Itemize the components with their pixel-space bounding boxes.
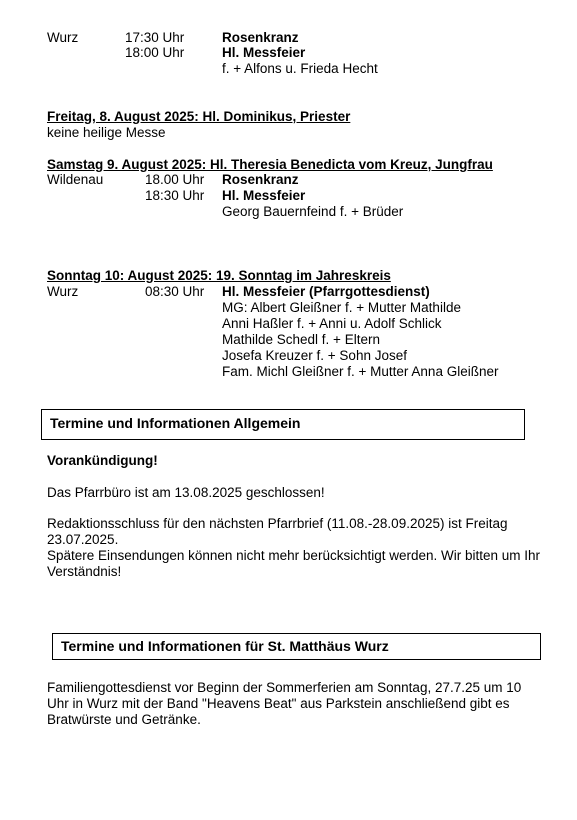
text-friday: keine heilige Messe <box>47 125 166 140</box>
event-messfeier-thursday: Hl. Messfeier <box>222 45 306 60</box>
intention-line-3: Mathilde Schedl f. + Eltern <box>222 332 380 347</box>
time-rosenkranz-saturday: 18.00 Uhr <box>145 172 205 187</box>
section-title-general: Termine und Informationen Allgemein <box>50 415 301 431</box>
time-sunday: 08:30 Uhr <box>145 284 205 299</box>
heading-friday: Freitag, 8. August 2025: Hl. Dominikus, Priester <box>47 109 351 124</box>
heading-sunday: Sonntag 10: August 2025: 19. Sonntag im Jahreskreis <box>47 268 391 283</box>
event-rosenkranz-saturday: Rosenkranz <box>222 172 299 187</box>
announcement-label: Vorankündigung! <box>47 453 158 468</box>
time-messfeier-saturday: 18:30 Uhr <box>145 188 205 203</box>
intention-saturday: Georg Bauernfeind f. + Brüder <box>222 204 404 219</box>
heading-saturday: Samstag 9. August 2025: Hl. Theresia Benedicta vom Kreuz, Jungfrau <box>47 157 493 172</box>
office-closed-text: Das Pfarrbüro ist am 13.08.2025 geschlossen! <box>47 485 325 500</box>
intention-line-1: MG: Albert Gleißner f. + Mutter Mathilde <box>222 300 461 315</box>
section-box-wurz <box>52 633 541 660</box>
place-wurz-sunday: Wurz <box>47 284 79 299</box>
event-messfeier-saturday: Hl. Messfeier <box>222 188 306 203</box>
intention-line-5: Fam. Michl Gleißner f. + Mutter Anna Gleißner <box>222 364 499 379</box>
place-wurz-thursday: Wurz <box>47 30 79 45</box>
intention-thursday: f. + Alfons u. Frieda Hecht <box>222 61 378 76</box>
late-submission-text: Spätere Einsendungen können nicht mehr berücksichtigt werden. Wir bitten um Ihr Verständnis! <box>47 548 541 579</box>
family-service-text: Familiengottesdienst vor Beginn der Sommerferien am Sonntag, 27.7.25 um 10 Uhr in Wurz mit der Band "Heavens Beat" aus Parkstein anschließend gibt es Bratwürste und Getränke. <box>47 680 522 727</box>
intention-line-4: Josefa Kreuzer f. + Sohn Josef <box>222 348 407 363</box>
intention-line-2: Anni Haßler f. + Anni u. Adolf Schlick <box>222 316 442 331</box>
section-title-wurz: Termine und Informationen für St. Matthäus Wurz <box>61 638 389 654</box>
time-rosenkranz-thursday: 17:30 Uhr <box>125 30 185 45</box>
time-messfeier-thursday: 18:00 Uhr <box>125 45 185 60</box>
place-wildenau: Wildenau <box>47 172 104 187</box>
section-box-general <box>41 409 525 440</box>
deadline-text: Redaktionsschluss für den nächsten Pfarrbrief (11.08.-28.09.2025) ist Freitag 23.07.2025. <box>47 516 508 547</box>
event-sunday: Hl. Messfeier (Pfarrgottesdienst) <box>222 284 430 299</box>
event-rosenkranz-thursday: Rosenkranz <box>222 30 299 45</box>
